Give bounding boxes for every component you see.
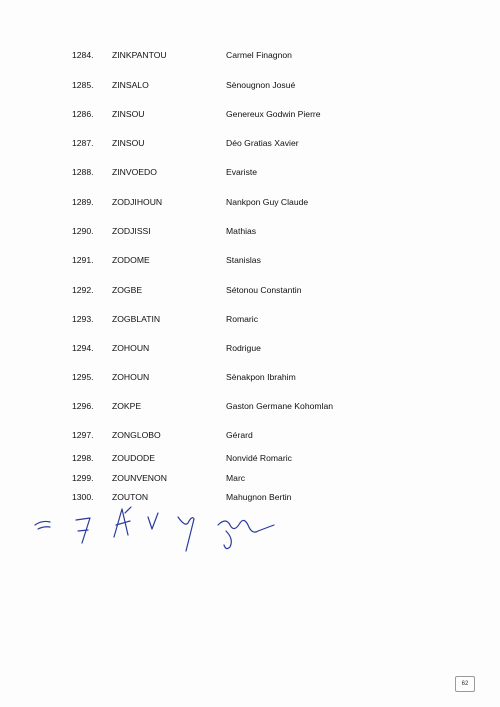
entry-given-names: Romaric [226,314,258,324]
entry-number: 1299. [72,473,94,483]
entry-number: 1291. [72,255,94,265]
entry-given-names: Carmel Finagnon [226,50,292,60]
entry-number: 1290. [72,226,94,236]
entry-surname: ZOUNVENON [112,473,167,483]
list-row [0,370,500,384]
entry-surname: ZOUTON [112,492,149,502]
entry-number: 1286. [72,109,94,119]
entry-surname: ZOGBLATIN [112,314,161,324]
list-row [0,283,500,297]
entry-given-names: Mahugnon Bertin [226,492,292,502]
entry-number: 1284. [72,50,94,60]
entry-number: 1297. [72,430,94,440]
entry-given-names: Sétonou Constantin [226,285,302,295]
entry-given-names: Genereux Godwin Pierre [226,109,321,119]
list-row [0,136,500,150]
entry-number: 1285. [72,80,94,90]
entry-surname: ZONGLOBO [112,430,161,440]
entry-number: 1294. [72,343,94,353]
list-row [0,399,500,413]
entry-given-names: Gérard [226,430,253,440]
list-row [0,490,500,504]
entry-given-names: Nonvidé Romaric [226,453,292,463]
entry-number: 1296. [72,401,94,411]
list-row [0,341,500,355]
scan-artifact [150,0,380,10]
entry-given-names: Marc [226,473,246,483]
entry-surname: ZINSALO [112,80,149,90]
list-row [0,195,500,209]
entry-surname: ZINKPANTOU [112,50,167,60]
entry-surname: ZINSOU [112,109,145,119]
entry-given-names: Stanislas [226,255,261,265]
entry-number: 1295. [72,372,94,382]
entry-given-names: Nankpon Guy Claude [226,197,309,207]
entry-surname: ZINVOEDO [112,167,157,177]
entry-surname: ZOHOUN [112,343,150,353]
list-row [0,471,500,485]
entry-number: 1292. [72,285,94,295]
page-number: 62 [455,676,475,692]
entry-given-names: Déo Gratias Xavier [226,138,299,148]
list-row [0,253,500,267]
entry-given-names: Sènougnon Josué [226,80,296,90]
handwritten-signatures-icon [30,505,290,555]
entry-surname: ZOHOUN [112,372,150,382]
list-row [0,78,500,92]
list-row [0,312,500,326]
list-row [0,165,500,179]
list-row [0,451,500,465]
entry-surname: ZODJISSI [112,226,151,236]
entry-given-names: Mathias [226,226,257,236]
entry-given-names: Rodrigue [226,343,261,353]
entry-surname: ZODJIHOUN [112,197,163,207]
entry-number: 1300. [72,492,94,502]
list-row [0,428,500,442]
list-row [0,48,500,62]
entry-given-names: Sènakpon Ibrahim [226,372,296,382]
entry-number: 1287. [72,138,94,148]
entry-surname: ZOKPE [112,401,142,411]
entry-surname: ZOUDODE [112,453,155,463]
entry-number: 1288. [72,167,94,177]
entry-number: 1289. [72,197,94,207]
entry-surname: ZOGBE [112,285,143,295]
entry-surname: ZODOME [112,255,150,265]
entry-number: 1298. [72,453,94,463]
entry-given-names: Evariste [226,167,258,177]
entry-number: 1293. [72,314,94,324]
list-row [0,107,500,121]
list-row [0,224,500,238]
entry-given-names: Gaston Germane Kohomlan [226,401,334,411]
entry-surname: ZINSOU [112,138,145,148]
